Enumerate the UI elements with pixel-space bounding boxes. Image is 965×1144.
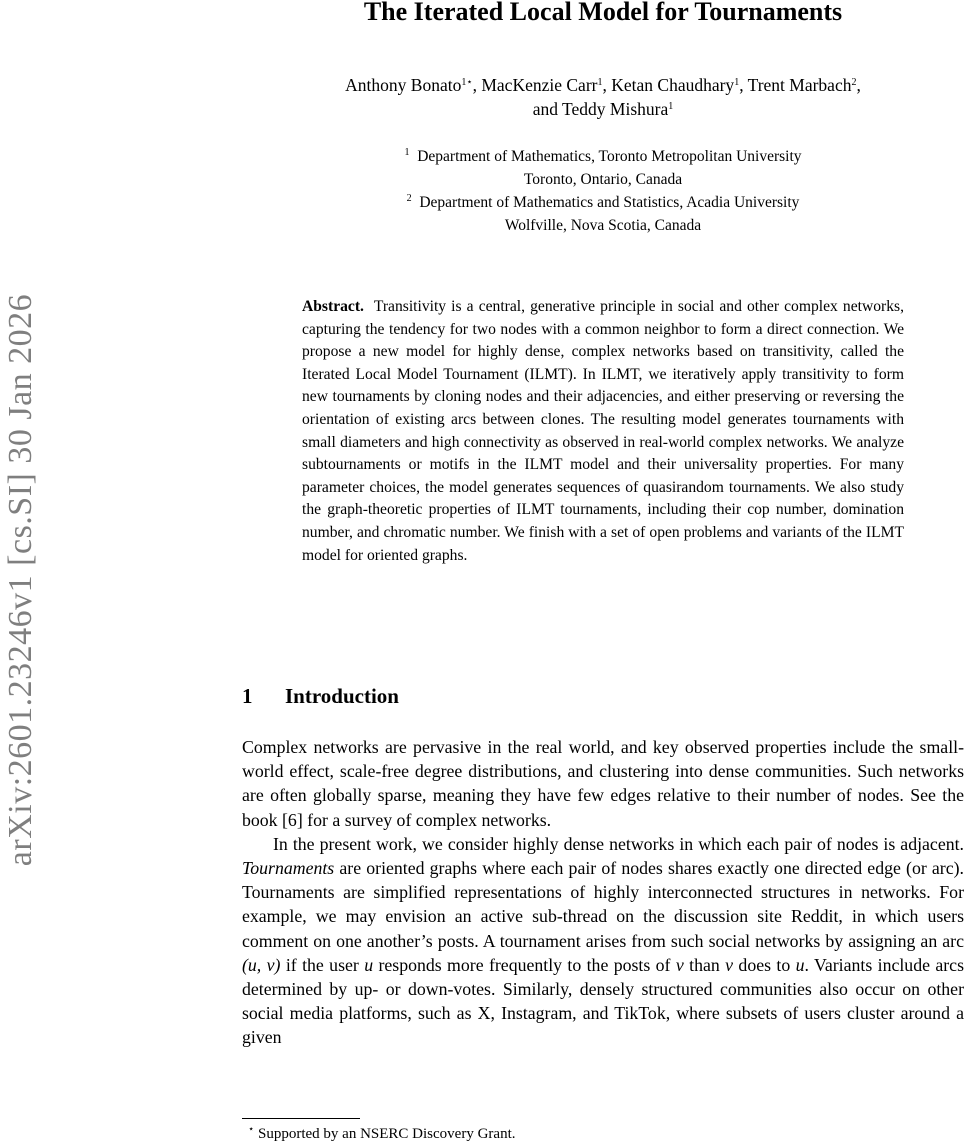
footnote-rule bbox=[242, 1118, 360, 1119]
paper-title: The Iterated Local Model for Tournaments bbox=[363, 0, 843, 26]
author-name: Anthony Bonato bbox=[345, 75, 462, 95]
author-name: , Trent Marbach bbox=[739, 75, 852, 95]
footnote-text: Supported by an NSERC Discovery Grant. bbox=[258, 1126, 516, 1142]
affiliations bbox=[242, 145, 964, 237]
affiliation-dept-name: Department of Mathematics, Toronto Metropolitan University bbox=[417, 148, 802, 165]
text-run: In the present work, we consider highly dense networks in which each pair of nodes is adjacent. bbox=[273, 833, 964, 854]
author-separator: , bbox=[856, 75, 861, 95]
affiliation-dept bbox=[242, 191, 964, 214]
abstract-label: Abstract. bbox=[302, 298, 364, 315]
text-run: than bbox=[683, 954, 726, 975]
arxiv-sidebar bbox=[0, 0, 48, 1144]
affiliation-location: Wolfville, Nova Scotia, Canada bbox=[504, 217, 702, 234]
section-title: Introduction bbox=[285, 684, 399, 708]
text-run: responds more frequently to the posts of bbox=[373, 954, 676, 975]
math-var: u bbox=[795, 954, 805, 975]
paragraph bbox=[242, 832, 964, 1050]
author-affil-mark: 1 bbox=[668, 101, 674, 112]
author-name: , MacKenzie Carr bbox=[472, 75, 598, 95]
abstract-text: Transitivity is a central, generative principle in social and other complex networks, capturing the tendency for two nodes with a common neighbor to form a direct connection. We propose a new model for highly dense, complex networks based on transitivity, called the Iterated Local Model Tournament (ILMT). In ILMT, we iteratively apply transitivity to form new tournaments by cloning nodes and their adjacencies, and either preserving or reversing the orientation of existing arcs between clones. The resulting model generates tournaments with small diameters and high connectivity as observed in real-world complex networks. We analyze subtournaments or motifs in the ILMT model and their universality properties. For many parameter choices, the model generates sequences of quasirandom tournaments. We also study the graph-theoretic properties of ILMT tournaments, including their cop number, domination number, and chromatic number. We finish with a set of open problems and variants of the ILMT model for oriented graphs. bbox=[302, 298, 904, 564]
author-affil-mark: 1⋆ bbox=[461, 77, 473, 88]
math-var: u bbox=[364, 954, 374, 975]
math-var: v bbox=[725, 954, 734, 975]
emphasis-term: Tournaments bbox=[242, 858, 335, 879]
author-name: , Ketan Chaudhary bbox=[602, 75, 735, 95]
section-number: 1 bbox=[242, 684, 253, 708]
affiliation-location: Toronto, Ontario, Canada bbox=[523, 171, 683, 188]
paragraph: Complex networks are pervasive in the real world, and key observed properties include the small-world effect, scale-free degree distributions, and clustering into dense communities. Such networks are often globally sparse, meaning they have few edges relative to their number of nodes. See the book [6] for a survey of complex networks. bbox=[242, 737, 964, 830]
text-run: . Variants include arcs determined by up- or down-votes. Similarly, densely structured communities also occur on other social media platforms, such as X, Instagram, and TikTok, where subsets of users cluster around a given bbox=[242, 954, 964, 1048]
text-run: if the user bbox=[280, 954, 365, 975]
author-line-1 bbox=[242, 73, 964, 97]
author-list bbox=[242, 73, 964, 121]
affiliation-dept-name: Department of Mathematics and Statistics, Acadia University bbox=[419, 194, 800, 211]
footnote-mark: ⋆ bbox=[248, 1124, 255, 1135]
affiliation-dept bbox=[242, 145, 964, 168]
affiliation-mark: 1 bbox=[404, 147, 410, 158]
author-affil-mark: 1 bbox=[734, 77, 740, 88]
author-name: and Teddy Mishura bbox=[532, 99, 669, 119]
math-var: v bbox=[675, 954, 684, 975]
section-heading bbox=[242, 681, 399, 711]
author-affil-mark: 2 bbox=[851, 77, 857, 88]
author-line-2 bbox=[242, 97, 964, 121]
section-body bbox=[242, 735, 964, 1050]
text-run: does to bbox=[733, 954, 796, 975]
text-run: are oriented graphs where each pair of nodes shares exactly one directed edge (or arc). Tournaments are simplified representations of highly interconnected structures in networks. For example, we may envision an active sub-thread on the discussion site Reddit, in which users comment on one another’s posts. A tournament arises from such social networks by assigning an arc bbox=[242, 858, 964, 951]
footnote bbox=[248, 1124, 515, 1144]
abstract bbox=[302, 296, 904, 567]
author-affil-mark: 1 bbox=[597, 77, 603, 88]
arxiv-identifier: arXiv:2601.23246v1 [cs.SI] 30 Jan 2026 bbox=[2, 293, 39, 867]
math-arc: (u, v) bbox=[242, 954, 281, 975]
affiliation-mark: 2 bbox=[406, 193, 412, 204]
